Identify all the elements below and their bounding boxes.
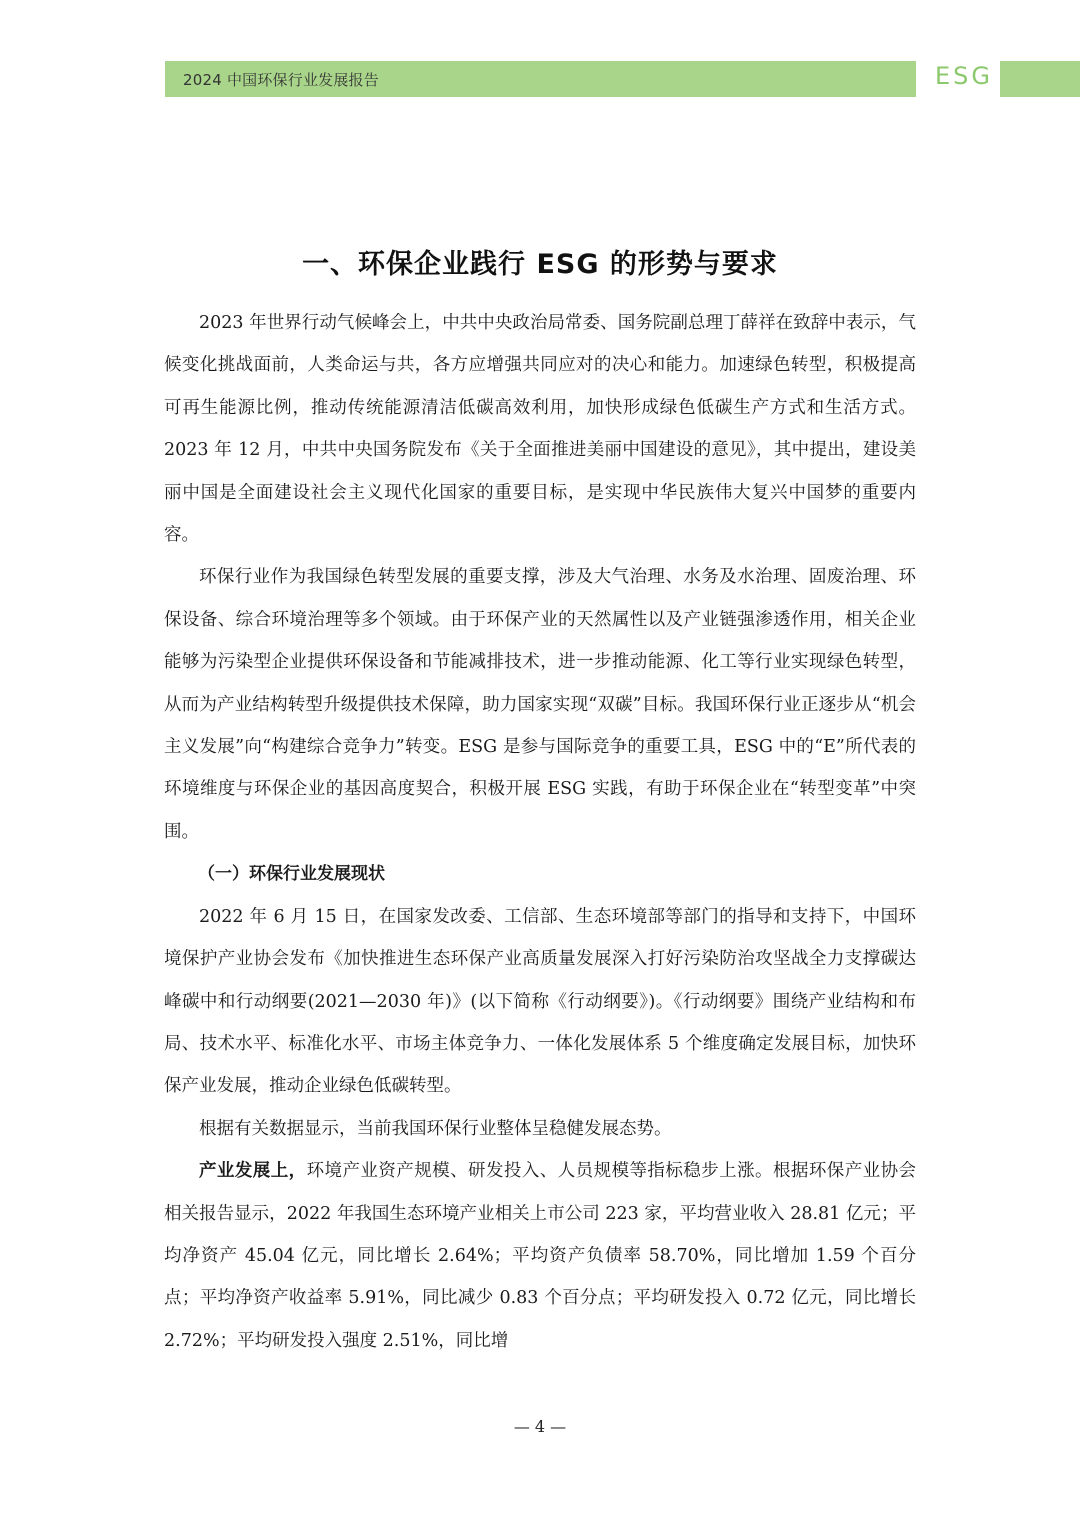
paragraph: 2023 年世界行动气候峰会上，中共中央政治局常委、国务院副总理丁薛祥在致辞中表示，气候变化挑战面前，人类命运与共，各方应增强共同应对的决心和能力。加速绿色转型，积极提高可再生能源比例，推动传统能源清洁低碳高效利用，加快形成绿色低碳生产方式和生活方式。2023 年 12 月，中共中央国务院发布《关于全面推进美丽中国建设的意见》，其中提出，建设美丽中国是全面建设社会主义现代化国家的重要目标，是实现中华民族伟大复兴中国梦的重要内容。 [164, 313, 916, 546]
paragraph: 环保行业作为我国绿色转型发展的重要支撑，涉及大气治理、水务及水治理、固废治理、环保设备、综合环境治理等多个领域。由于环保产业的天然属性以及产业链强渗透作用，相关企业能够为污染型企业提供环保设备和节能减排技术，进一步推动能源、化工等行业实现绿色转型，从而为产业结构转型升级提供技术保障，助力国家实现“双碳”目标。我国环保行业正逐步从“机会主义发展”向“构建综合竞争力”转变。ESG 是参与国际竞争的重要工具，ESG 中的“E”所代表的环境维度与环保企业的基因高度契合，积极开展 ESG 实践，有助于环保企业在“转型变革”中突围。 [164, 567, 916, 842]
esg-tag: ESG [935, 62, 993, 90]
paragraph: 2022 年 6 月 15 日，在国家发改委、工信部、生态环境部等部门的指导和支持下，中国环境保护产业协会发布《加快推进生态环保产业高质量发展深入打好污染防治攻坚战全力支撑碳达峰碳中和行动纲要(2021—2030 年)》(以下简称《行动纲要》)。《行动纲要》围绕产业结构和布局、技术水平、标准化水平、市场主体竞争力、一体化发展体系 5 个维度确定发展目标，加快环保产业发展，推动企业绿色低碳转型。 [164, 906, 916, 1097]
header-bar [165, 61, 916, 97]
page-number: — 4 — [513, 1417, 567, 1436]
section-subheading: （一）环保行业发展现状 [198, 864, 385, 885]
report-title: 2024 中国环保行业发展报告 [183, 71, 379, 89]
paragraph [164, 1150, 916, 1362]
chapter-title: 一、环保企业践行 ESG 的形势与要求 [302, 249, 778, 281]
body-text [164, 302, 916, 1362]
paragraph-lead: 产业发展上， [199, 1161, 307, 1182]
paragraph: 根据有关数据显示，当前我国环保行业整体呈稳健发展态势。 [199, 1118, 672, 1139]
header-tab [1000, 61, 1080, 97]
paragraph-text: 环境产业资产规模、研发投入、人员规模等指标稳步上涨。根据环保产业协会相关报告显示，2022 年我国生态环境产业相关上市公司 223 家，平均营业收入 28.81 亿元；平均净资产 45.04 亿元，同比增长 2.64%；平均资产负债率 58.70%，同比增加 1.59 个百分点；平均净资产收益率 5.91%，同比减少 0.83 个百分点；平均研发投入 0.72 亿元，同比增长 2.72%；平均研发投入强度 2.51%，同比增 [164, 1161, 917, 1351]
